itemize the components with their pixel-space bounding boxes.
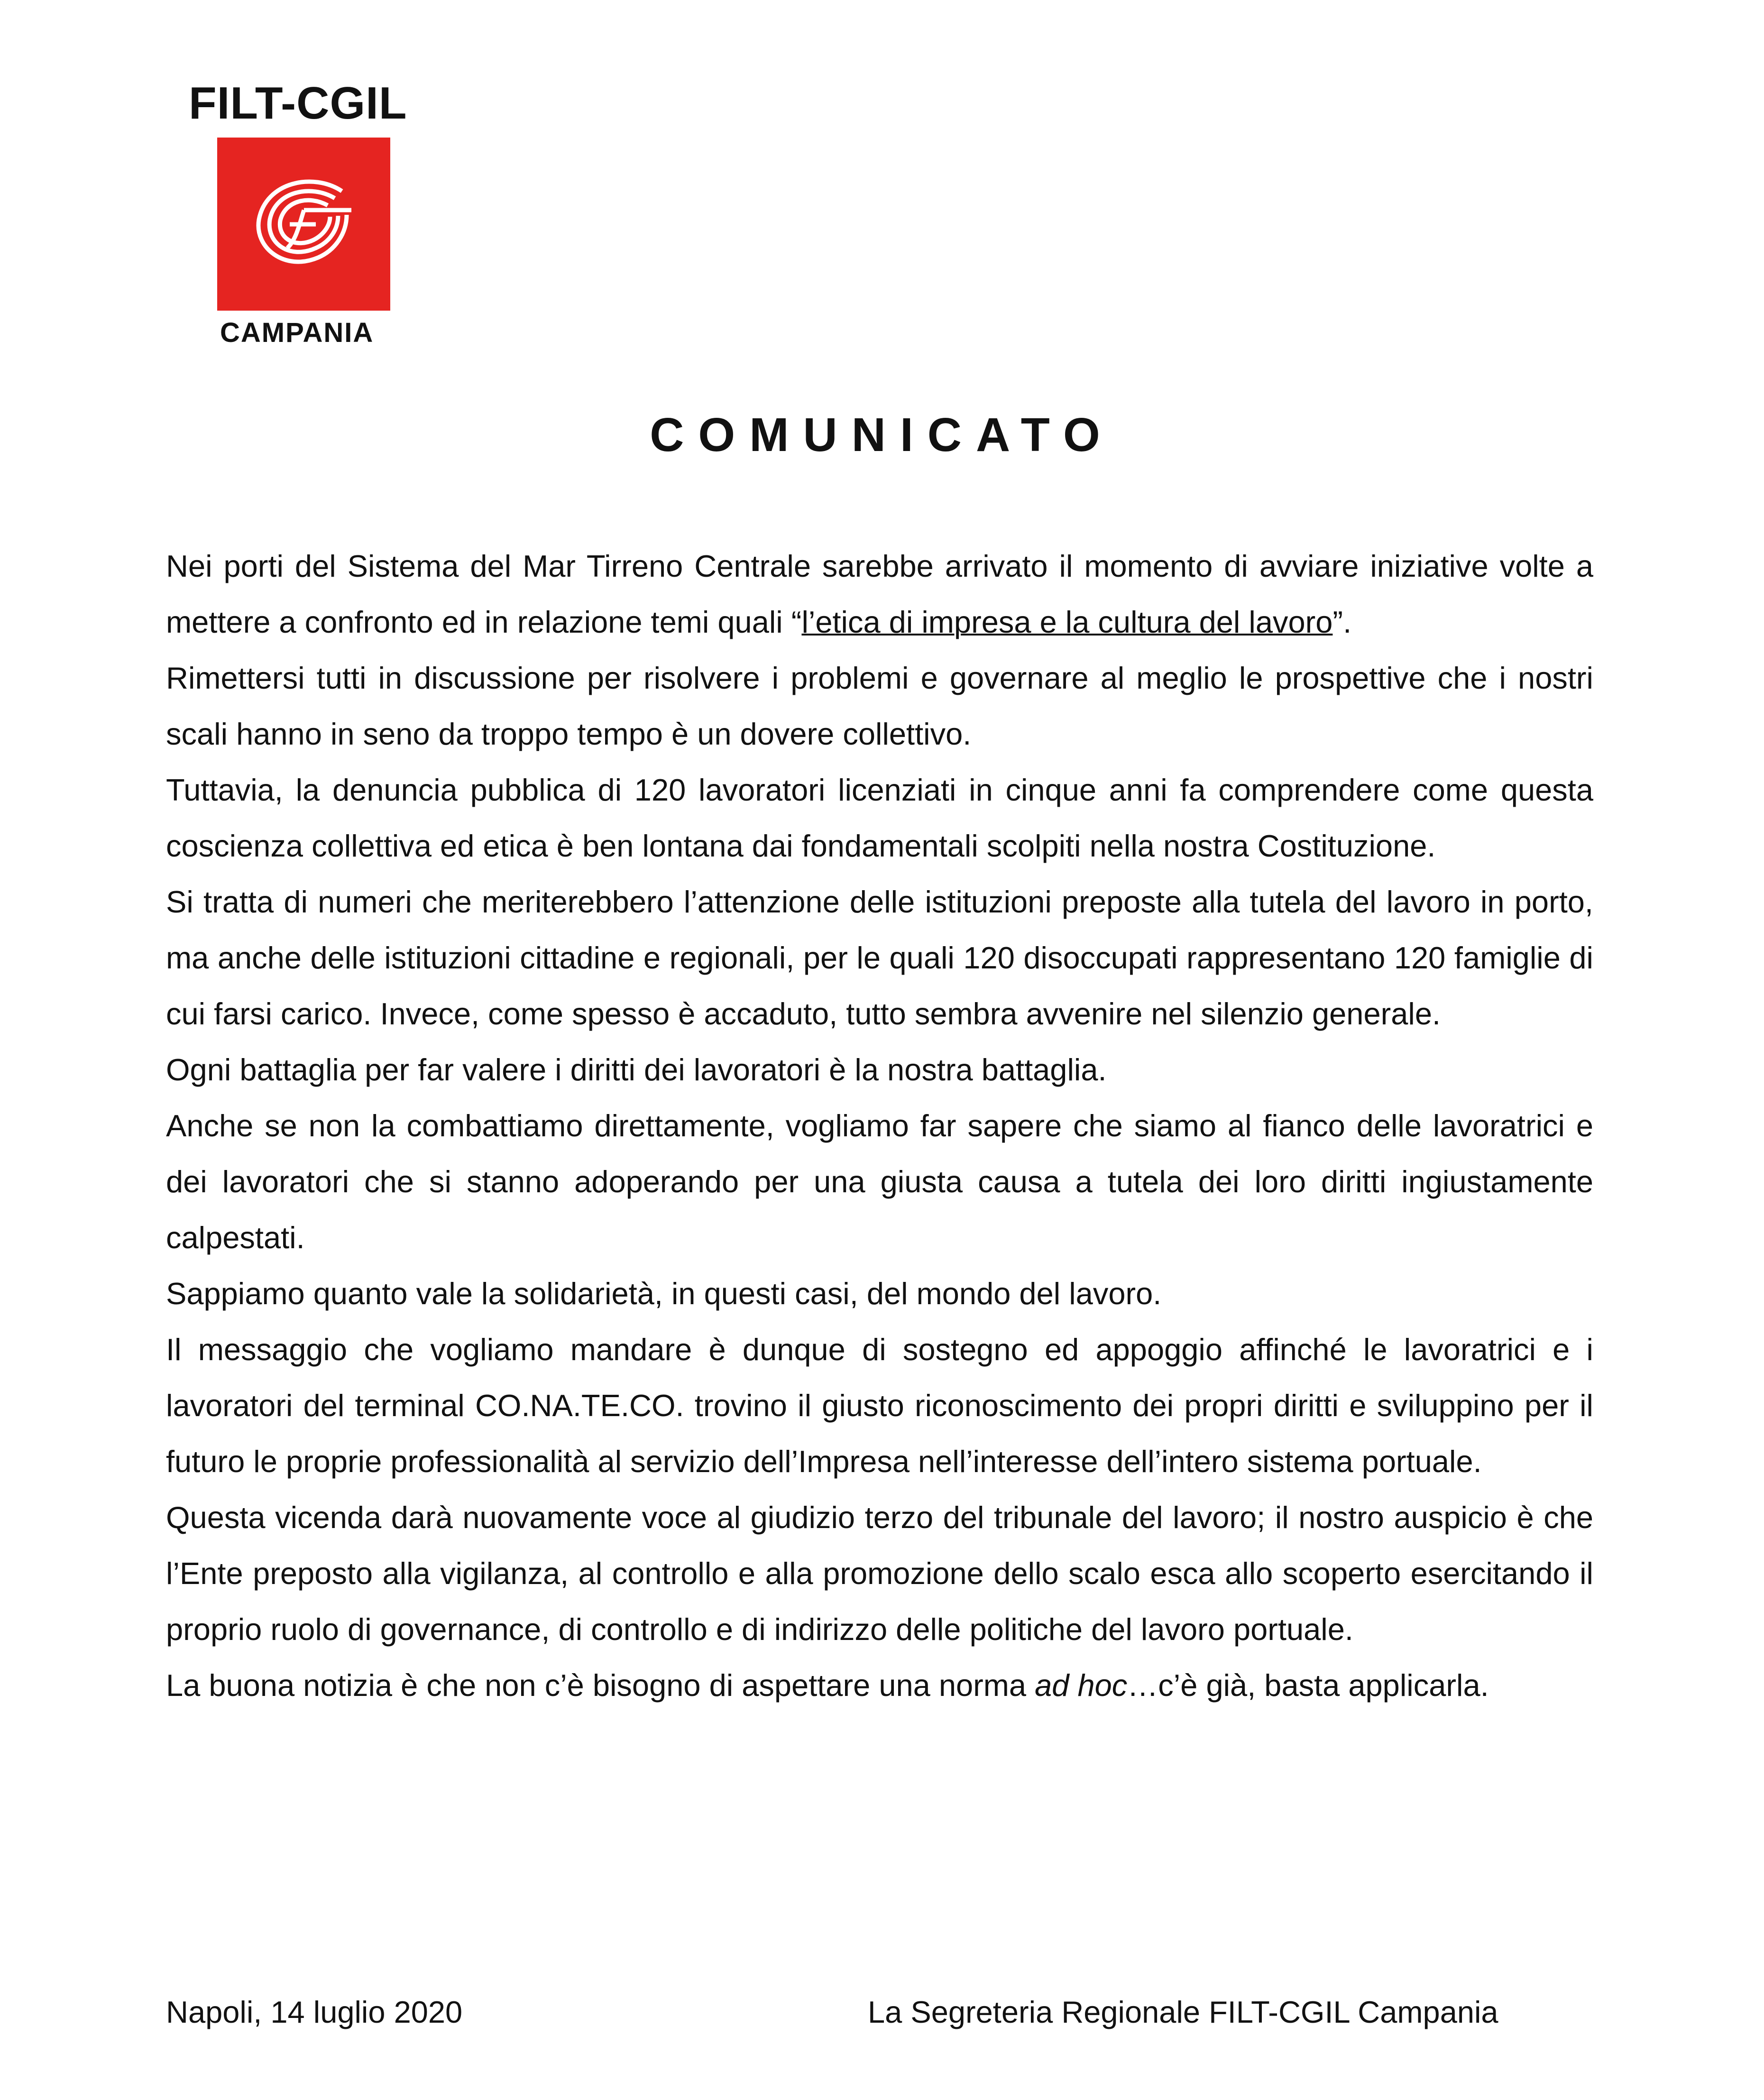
paragraph-10-text: La buona notizia è che non c’è bisogno di aspettare una norma [166, 1668, 1035, 1703]
logo-top-text: FILT-CGIL [189, 78, 407, 129]
paragraph-10 [166, 1658, 1593, 1713]
logo [185, 78, 450, 348]
signature: La Segreteria Regionale FILT-CGIL Campania [868, 1995, 1498, 2029]
paragraph-2: Rimettersi tutti in discussione per risolvere i problemi e governare al meglio le prospettive che i nostri scali hanno in seno da troppo tempo è un dovere collettivo. [166, 661, 1593, 751]
paragraph-10-end: …c’è già, basta applicarla. [1127, 1668, 1489, 1703]
paragraph-9: Questa vicenda darà nuovamente voce al giudizio terzo del tribunale del lavoro; il nostro auspicio è che l’Ente preposto alla vigilanza, al controllo e alla promozione dello scalo esca allo scoperto esercitando il proprio ruolo di governance, di controllo e di indirizzo delle politiche del lavoro portuale. [166, 1500, 1593, 1647]
paragraph-6: Anche se non la combattiamo direttamente, vogliamo far sapere che siamo al fianco delle lavoratrici e dei lavoratori che si stanno adoperando per una giusta causa a tutela dei loro diritti ingiustamente calpestati. [166, 1108, 1593, 1255]
paragraph-3: Tuttavia, la denuncia pubblica di 120 lavoratori licenziati in cinque anni fa comprendere come questa coscienza collettiva ed etica è ben lontana dai fondamentali scolpiti nella nostra Costituzione. [166, 773, 1593, 863]
paragraph-1-end: ”. [1332, 605, 1352, 639]
emblem-svg [233, 153, 375, 295]
place-date: Napoli, 14 luglio 2020 [166, 1995, 463, 2029]
logo-bottom-text: CAMPANIA [220, 317, 374, 348]
underlined-phrase: l’etica di impresa e la cultura del lavoro [801, 605, 1333, 639]
paragraph-7: Sappiamo quanto vale la solidarietà, in questi casi, del mondo del lavoro. [166, 1276, 1162, 1311]
document-body [166, 538, 1593, 1713]
paragraph-1-text: Nei porti del Sistema del Mar Tirreno Centrale sarebbe arrivato il momento di avviare iniziative volte a mettere a confronto ed in relazione temi quali “ [166, 549, 1593, 639]
paragraph-8: Il messaggio che vogliamo mandare è dunque di sostegno ed appoggio affinché le lavoratrici e i lavoratori del terminal CO.NA.TE.CO. trovino il giusto riconoscimento dei propri diritti e sviluppino per il futuro le proprie professionalità al servizio dell’Impresa nell’interesse dell’intero sistema portuale. [166, 1332, 1593, 1479]
paragraph-4: Si tratta di numeri che meriterebbero l’attenzione delle istituzioni preposte alla tutela del lavoro in porto, ma anche delle istituzioni cittadine e regionali, per le quali 120 disoccupati rappresentano 120 famiglie di cui farsi carico. Invece, come spesso è accaduto, tutto sembra avvenire nel silenzio generale. [166, 884, 1593, 1031]
paragraph-5: Ogni battaglia per far valere i diritti dei lavoratori è la nostra battaglia. [166, 1052, 1107, 1087]
italic-phrase: ad hoc [1035, 1668, 1128, 1703]
filt-cgil-emblem-icon [217, 138, 390, 311]
document-title: COMUNICATO [650, 408, 1114, 461]
paragraph-1 [166, 538, 1593, 650]
